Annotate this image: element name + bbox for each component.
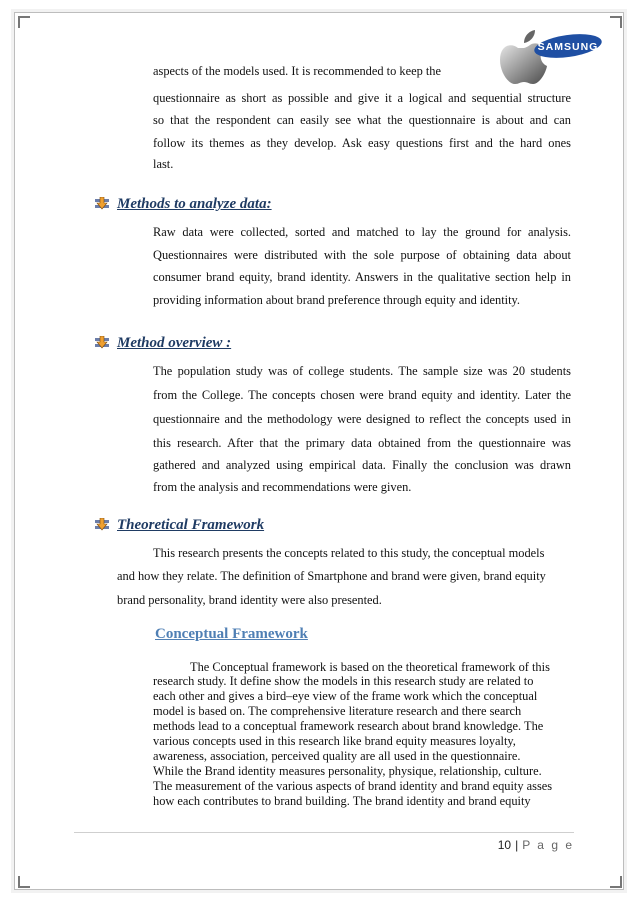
- text-line: The measurement of the various aspects of brand identity and brand equity asses: [153, 779, 553, 793]
- text-line: Questionnaires were distributed with the sole purpose of obtaining data about: [153, 248, 571, 262]
- svg-text:SAMSUNG: SAMSUNG: [537, 41, 599, 53]
- text-line: how each contributes to brand building. The brand identity and brand equity: [153, 794, 531, 808]
- text-line: this research. After that the primary data obtained from the questionnaire was: [153, 436, 571, 450]
- text-line: from the analysis and recommendations were given.: [153, 480, 412, 494]
- text-line: from the College. The concepts chosen were brand equity and identity. Later the: [153, 388, 571, 402]
- bullet-arrow-icon: [95, 336, 109, 350]
- text-line: each other and gives a bird–eye view of the frame work which the conceptual: [153, 689, 538, 703]
- text-line: model is based on. The comprehensive literature research and there search: [153, 704, 522, 718]
- overview-heading: Method overview :: [117, 335, 232, 351]
- text-line: aspects of the models used. It is recommended to keep the: [153, 64, 441, 78]
- frame-corner: [18, 16, 30, 28]
- text-line: awareness, association, perceived quality are all used in the questionnaire.: [153, 749, 521, 763]
- text-line: The population study was of college students. The sample size was 20 students: [153, 364, 571, 378]
- apple-samsung-logo: [496, 26, 606, 90]
- page-label: P a g e: [522, 838, 574, 852]
- text-line: providing information about brand preference through equity and identity.: [153, 293, 521, 307]
- frame-corner: [610, 16, 622, 28]
- frame-corner: [610, 876, 622, 888]
- text-line: research study. It define show the models in this research study are related to: [153, 674, 534, 688]
- text-line: last.: [153, 157, 174, 171]
- text-line: follow its themes as they develop. Ask easy questions first and the hard ones: [153, 136, 571, 150]
- text-line: While the Brand identity measures personality, physique, relationship, culture.: [153, 764, 542, 778]
- bullet-arrow-icon: [95, 518, 109, 532]
- samsung-logo: [533, 30, 603, 61]
- conceptual-heading: Conceptual Framework: [155, 626, 308, 642]
- text-line: various concepts used in this research like brand equity measures loyalty,: [153, 734, 516, 748]
- apple-icon: [500, 30, 547, 84]
- text-line: consumer brand equity, brand identity. Answers in the qualitative section help in: [153, 270, 571, 284]
- methods-heading: Methods to analyze data:: [117, 196, 272, 212]
- text-line: brand personality, brand identity were also presented.: [117, 593, 382, 607]
- text-line: gathered and analyzed using empirical data. Finally the conclusion was drawn: [153, 458, 571, 472]
- page-footer: [480, 838, 574, 852]
- text-line: questionnaire as short as possible and give it a logical and sequential structure: [153, 91, 571, 105]
- page-separator: |: [515, 838, 519, 852]
- text-line: so that the respondent can easily see what the questionnaire is about and can: [153, 113, 571, 127]
- text-line: Raw data were collected, sorted and matched to lay the ground for analysis.: [153, 225, 571, 239]
- text-line: questionnaire and the methodology were designed to reflect the concepts used in: [153, 412, 571, 426]
- bullet-arrow-icon: [95, 197, 109, 211]
- frame-corner: [18, 876, 30, 888]
- text-line: methods lead to a conceptual framework research about brand knowledge. The: [153, 719, 544, 733]
- text-line: The Conceptual framework is based on the theoretical framework of this: [190, 660, 550, 674]
- text-line: This research presents the concepts related to this study, the conceptual models: [153, 546, 545, 560]
- footer-divider: [74, 832, 574, 833]
- page-number: 10: [497, 838, 512, 852]
- text-line: and how they relate. The definition of Smartphone and brand were given, brand equity: [117, 569, 546, 583]
- theoretical-heading: Theoretical Framework: [117, 517, 265, 533]
